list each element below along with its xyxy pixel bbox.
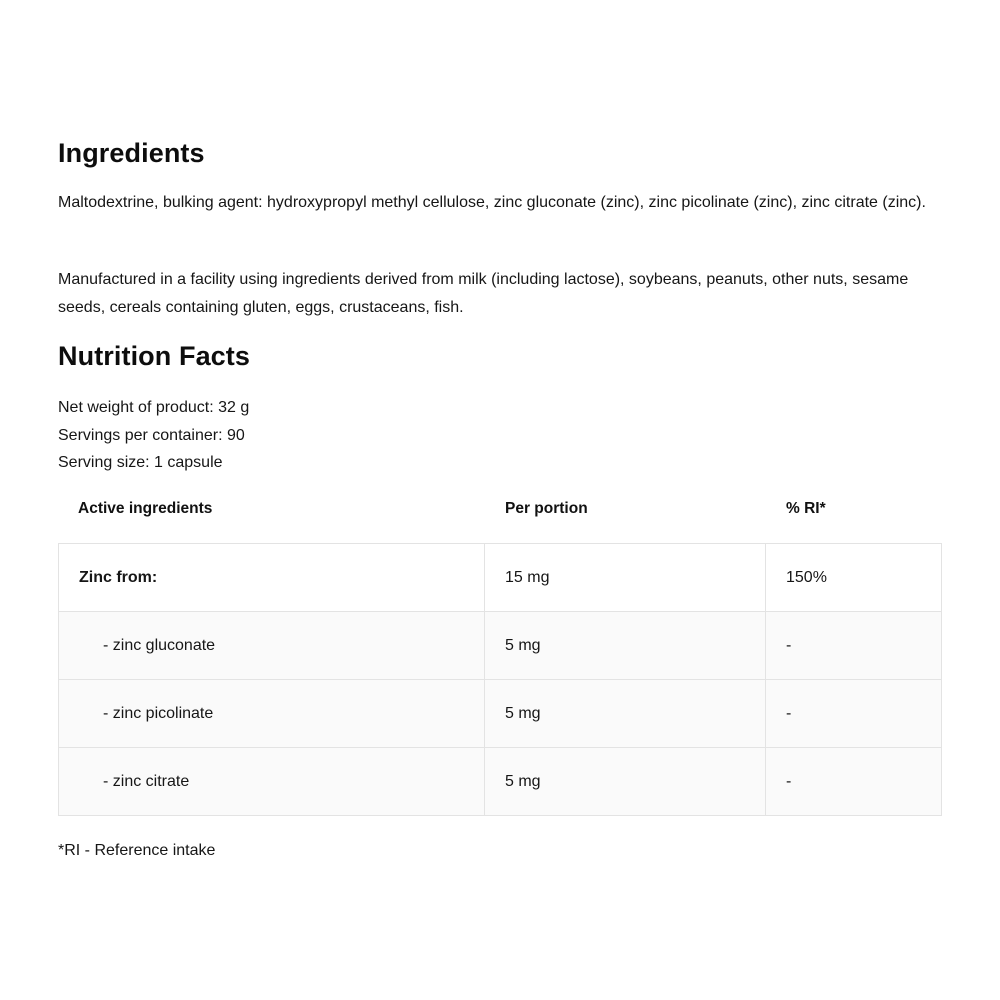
column-header-portion: Per portion: [505, 500, 588, 517]
table-row: [59, 680, 942, 748]
table-row: [59, 612, 942, 680]
table-row: [59, 544, 942, 612]
ri-cell: -: [766, 680, 942, 748]
nutrition-facts-heading: Nutrition Facts: [58, 341, 251, 371]
ri-footnote: *RI - Reference intake: [58, 842, 216, 859]
servings-per-container: Servings per container: 90: [58, 426, 245, 444]
serving-size: Serving size: 1 capsule: [58, 454, 223, 471]
ri-cell: -: [766, 748, 942, 816]
portion-cell: 15 mg: [485, 544, 766, 612]
ingredient-cell: Zinc from:: [59, 544, 485, 612]
portion-cell: 5 mg: [485, 680, 766, 748]
ri-cell: -: [766, 612, 942, 680]
ingredients-heading: Ingredients: [58, 138, 205, 168]
ri-cell: 150%: [766, 544, 942, 612]
table-row: [59, 748, 942, 816]
allergen-statement: Manufactured in a facility using ingredients derived from milk (including lactose), soybeans, peanuts, other nuts, sesame seeds, cereals containing gluten, eggs, crustaceans, fish.: [58, 271, 909, 316]
net-weight: Net weight of product: 32 g: [58, 399, 250, 416]
ingredient-cell: - zinc citrate: [59, 748, 485, 816]
portion-cell: 5 mg: [485, 612, 766, 680]
nutrition-table: [58, 543, 942, 816]
ingredient-cell: - zinc picolinate: [59, 680, 485, 748]
product-facts: [58, 394, 249, 477]
column-header-ingredient: Active ingredients: [78, 500, 213, 517]
ingredient-cell: - zinc gluconate: [59, 612, 485, 680]
ingredients-text: Maltodextrine, bulking agent: hydroxypropyl methyl cellulose, zinc gluconate (zinc), zinc picolinate (zinc), zinc citrate (zinc).: [58, 194, 926, 211]
column-header-ri: % RI*: [786, 500, 826, 517]
portion-cell: 5 mg: [485, 748, 766, 816]
